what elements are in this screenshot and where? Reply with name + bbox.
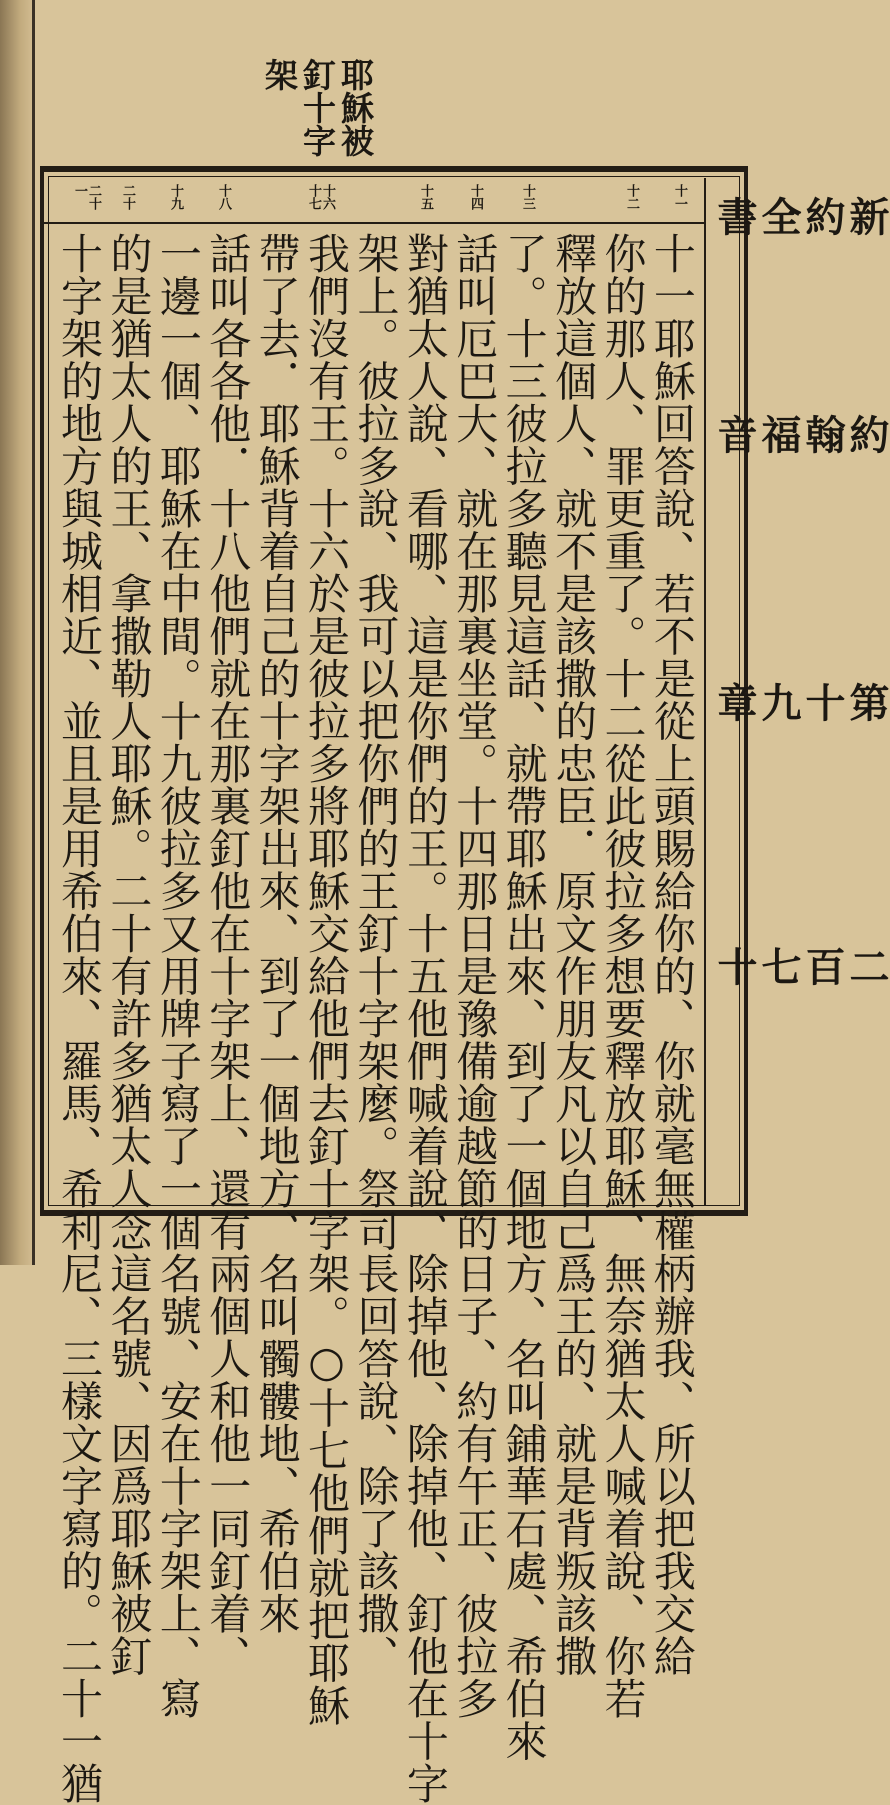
headnote-line-1: 耶穌被 (336, 58, 375, 157)
headnote-line-3: 架 (260, 58, 299, 91)
verse-number: 二十 (120, 184, 135, 210)
text-column: 話叫厄巴大、就在那裏坐堂。十四那日是豫備逾越節的日子、約有午正、彼拉多 (450, 232, 500, 1720)
text-column: 了。十三彼拉多聽見這話、就帶耶穌出來、到了一個地方、名叫鋪華石處、希伯來 (499, 232, 549, 1762)
verse-number: 十三 (520, 184, 535, 210)
verse-number: 十二 (624, 184, 639, 210)
verse-number: 十六十七 (306, 184, 335, 210)
verse-number-row (44, 178, 704, 224)
column-divider (704, 178, 706, 1206)
text-column: 十字架的地方與城相近、並且是用希伯來、羅馬、希利尼、三樣文字寫的。二十一猶 (55, 232, 104, 1805)
text-column: 對猶太人說、看哪、這是你們的王。十五他們喊着說、除掉他、除掉他、釘他在十字 (400, 232, 450, 1805)
text-column: 釋放這個人、就不是該撒的忠臣．原文作朋友凡以自己爲王的、就是背叛該撒 (549, 232, 599, 1677)
text-column: 一邊一個、耶穌在中間。十九彼拉多又用牌子寫了一個名號、安在十字架上、寫 (153, 232, 203, 1720)
chapter-heading: 第十九章 (711, 682, 890, 722)
page-number: 二百七十 (711, 946, 890, 986)
gospel-title: 約翰福音 (711, 414, 890, 454)
text-column: 的是猶太人的王、拿撒勒人耶穌。二十有許多猶太人念這名號、因爲耶穌被釘 (104, 232, 154, 1677)
scripture-text (55, 232, 697, 1805)
verse-number: 十九 (168, 184, 183, 210)
text-column: 我們沒有王。十六於是彼拉多將耶穌交給他們去釘十字架。○十七他們就把耶穌 (302, 232, 352, 1727)
text-column: 話叫各各他．十八他們就在那裏釘他在十字架上、還有兩個人和他一同釘着、 (203, 232, 253, 1677)
book-gutter (0, 0, 34, 1265)
text-column: 帶了去．耶穌背着自己的十字架出來、到了一個地方、名叫髑髏地、希伯來 (252, 232, 302, 1635)
book-title: 新約全書 (711, 196, 890, 236)
text-column: 你的那人、罪更重了。十二從此彼拉多想要釋放耶穌、無奈猶太人喊着說、你若 (598, 232, 648, 1720)
verse-number: 十四 (468, 184, 483, 210)
text-column: 架上。彼拉多說、我可以把你們的王釘十字架麼。祭司長回答說、除了該撒、 (351, 232, 401, 1677)
text-column: 十一耶穌回答說、若不是從上頭賜給你的、你就毫無權柄辦我、所以把我交給 (647, 232, 697, 1677)
gutter-edge (32, 0, 35, 1265)
verse-number: 十五 (418, 184, 433, 210)
headnote-line-2: 釘十字 (298, 58, 337, 157)
verse-number: 十一 (672, 184, 687, 210)
verse-number: 十八 (216, 184, 231, 210)
section-headnote (260, 58, 375, 157)
verse-number: 二十一 (72, 184, 101, 210)
